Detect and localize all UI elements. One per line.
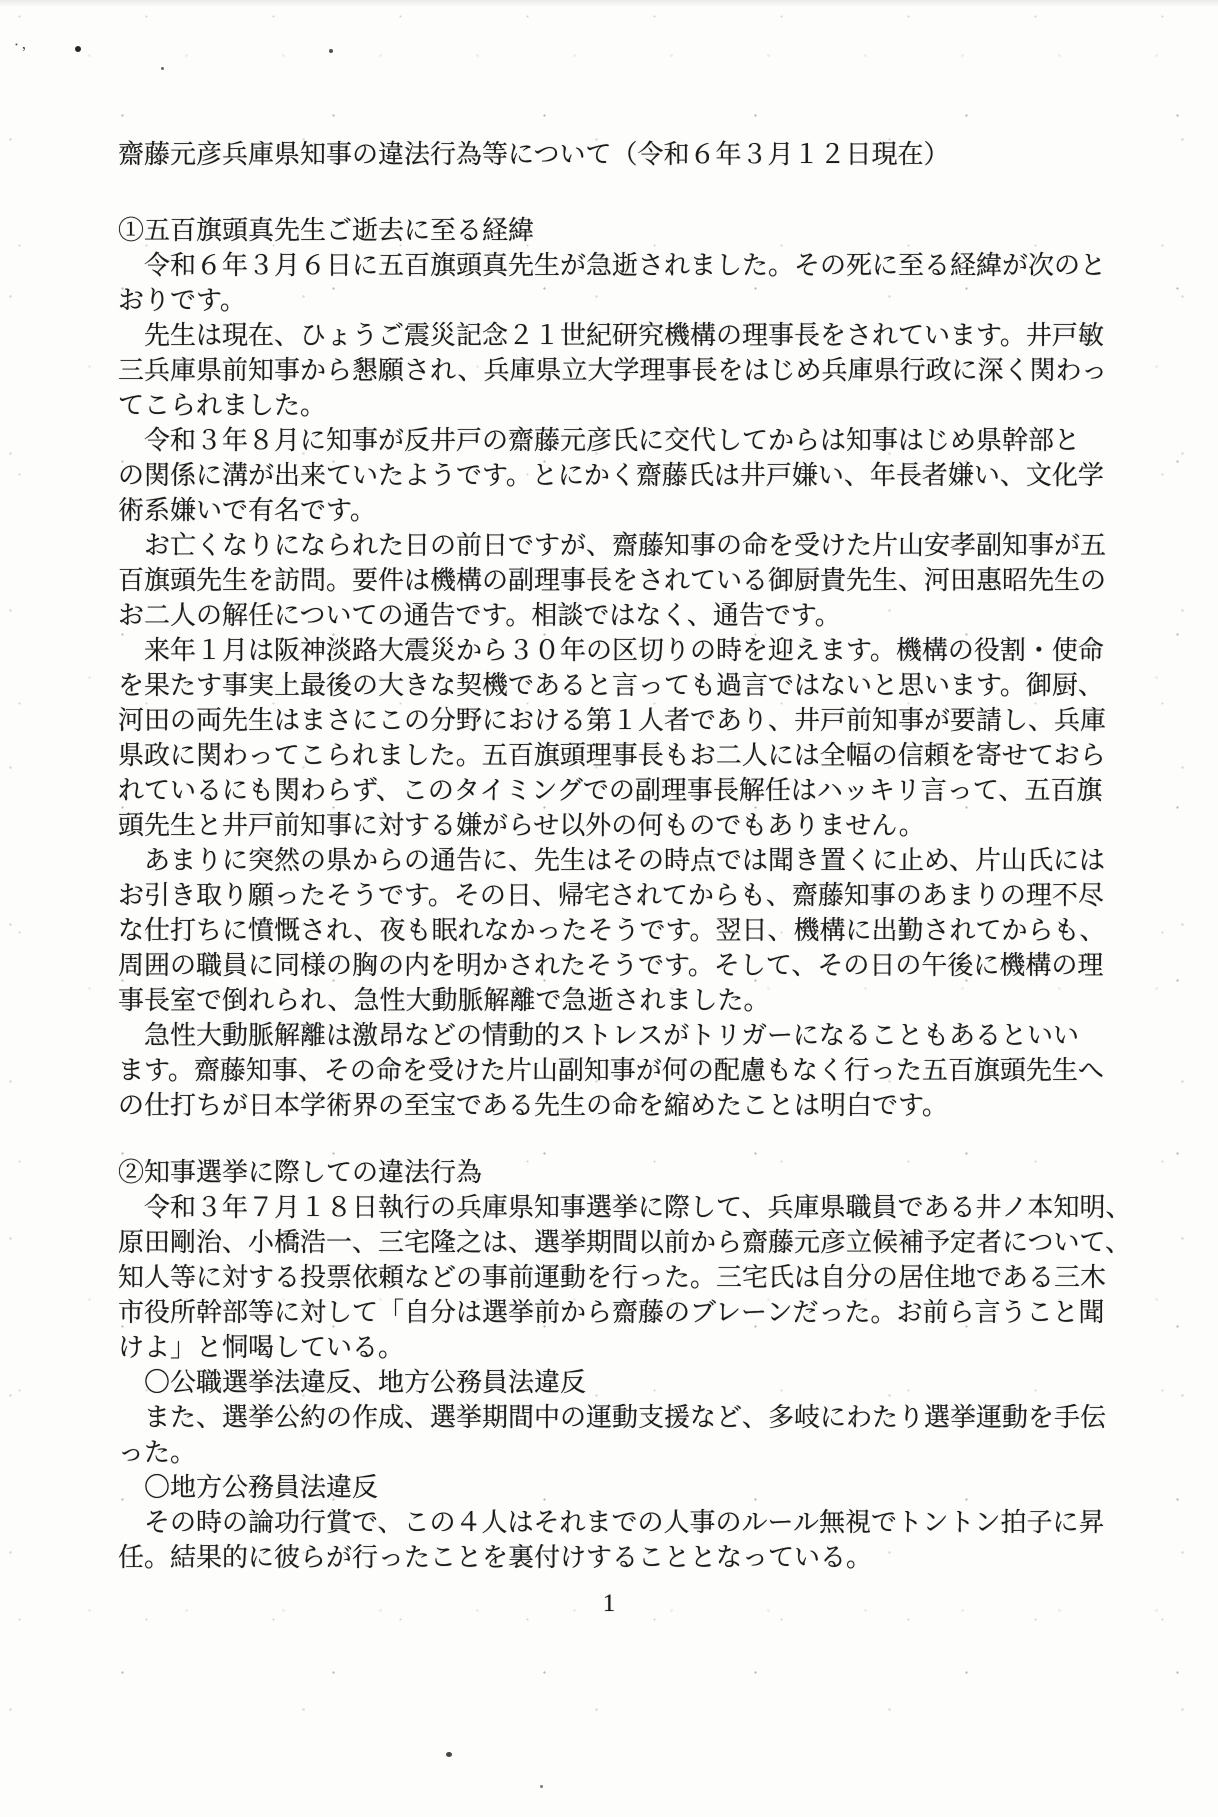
text-line: お引き取り願ったそうです。その日、帰宅されてからも、齋藤知事のあまりの理不尽 [118, 881, 1104, 910]
text-line: 頭先生と井戸前知事に対する嫌がらせ以外の何ものでもありません。 [118, 811, 925, 840]
section-1-body [118, 248, 1178, 1123]
scan-speck [540, 1785, 543, 1788]
text-line: お二人の解任についての通告です。相談ではなく、通告です。 [118, 601, 841, 630]
text-line: あまりに突然の県からの通告に、先生はその時点では聞き置くに止め、片山氏には [118, 846, 1105, 875]
scan-speck [329, 49, 333, 53]
text-line: てこられました。 [118, 391, 327, 420]
text-line: 急性大動脈解離は激昂などの情動的ストレスがトリガーになることもあるといい [118, 1021, 1079, 1050]
text-line: 来年１月は阪神淡路大震災から３０年の区切りの時を迎えます。機構の役割・使命 [118, 636, 1104, 665]
text-line: また、選挙公約の作成、選挙期間中の運動支援など、多岐にわたり選挙運動を手伝 [118, 1403, 1107, 1432]
text-line: な仕打ちに憤慨され、夜も眠れなかったそうです。翌日、機構に出勤されてからも、 [118, 916, 1106, 945]
text-line: 術系嫌いで有名です。 [118, 496, 376, 525]
text-line: 周囲の職員に同様の胸の内を明かされたそうです。そして、その日の午後に機構の理 [118, 951, 1104, 980]
text-line: 原田剛治、小橋浩一、三宅隆之は、選挙期間以前から齋藤元彦立候補予定者について、 [118, 1228, 1131, 1257]
text-line: の仕打ちが日本学術界の至宝である先生の命を縮めたことは明白です。 [118, 1091, 948, 1120]
text-line: 百旗頭先生を訪問。要件は機構の副理事長をされている御厨貴先生、河田惠昭先生の [118, 566, 1107, 595]
text-line: れているにも関わらず、このタイミングでの副理事長解任はハッキリ言って、五百旗 [118, 776, 1103, 805]
text-line: お亡くなりになられた日の前日ですが、齋藤知事の命を受けた片山安孝副知事が五 [118, 531, 1107, 560]
text-line: おりです。 [118, 286, 246, 315]
page-number: 1 [602, 1590, 616, 1617]
section-1-heading: ①五百旗頭真先生ご逝去に至る経緯 [118, 216, 535, 245]
text-line: 令和３年７月１８日執行の兵庫県知事選挙に際して、兵庫県職員である井ノ本知明、 [118, 1193, 1132, 1222]
text-line: 先生は現在、ひょうご震災記念２１世紀研究機構の理事長をされています。井戸敏 [118, 321, 1104, 350]
text-line: 任。結果的に彼らが行ったことを裏付けすることとなっている。 [118, 1543, 873, 1572]
text-line: の関係に溝が出来ていたようです。とにかく齋藤氏は井戸嫌い、年長者嫌い、文化学 [118, 461, 1104, 490]
text-line: 〇地方公務員法違反 [118, 1473, 379, 1502]
text-line: 県政に関わってこられました。五百旗頭理事長もお二人には全幅の信頼を寄せておら [118, 741, 1106, 770]
text-line: 〇公職選挙法違反、地方公務員法違反 [118, 1368, 587, 1397]
text-line: 知人等に対する投票依頼などの事前運動を行った。三宅氏は自分の居住地である三木 [118, 1263, 1107, 1292]
text-line: 三兵庫県前知事から懇願され、兵庫県立大学理事長をはじめ兵庫県行政に深く関わっ [118, 356, 1108, 385]
text-line: 事長室で倒れられ、急性大動脈解離で急逝されました。 [118, 986, 770, 1015]
document-title: 齋藤元彦兵庫県知事の違法行為等について（令和６年３月１２日現在） [118, 140, 950, 169]
section-2-body [118, 1190, 1178, 1575]
text-line: を果たす事実上最後の大きな契機であると言っても過言ではないと思います。御厨、 [118, 671, 1104, 700]
section-2-heading: ②知事選挙に際しての違法行為 [118, 1158, 483, 1187]
scan-artifact-mark: ·, [12, 34, 29, 55]
scan-speck [161, 67, 164, 70]
scan-speck [75, 46, 81, 52]
text-line: 令和６年３月６日に五百旗頭真先生が急逝されました。その死に至る経緯が次のと [118, 251, 1107, 280]
scan-speck [446, 1752, 452, 1757]
text-line: その時の論功行賞で、この４人はそれまでの人事のルール無視でトントン拍子に昇 [118, 1508, 1105, 1537]
text-line: 令和３年８月に知事が反井戸の齋藤元彦氏に交代してからは知事はじめ県幹部と [118, 426, 1081, 455]
text-line: ます。齋藤知事、その命を受けた片山副知事が何の配慮もなく行った五百旗頭先生へ [118, 1056, 1104, 1085]
text-line: った。 [118, 1438, 197, 1467]
text-line: けよ」と恫喝している。 [118, 1333, 405, 1362]
text-line: 河田の両先生はまさにこの分野における第１人者であり、井戸前知事が要請し、兵庫 [118, 706, 1107, 735]
text-line: 市役所幹部等に対して「自分は選挙前から齋藤のブレーンだった。お前ら言うこと聞 [118, 1298, 1105, 1327]
